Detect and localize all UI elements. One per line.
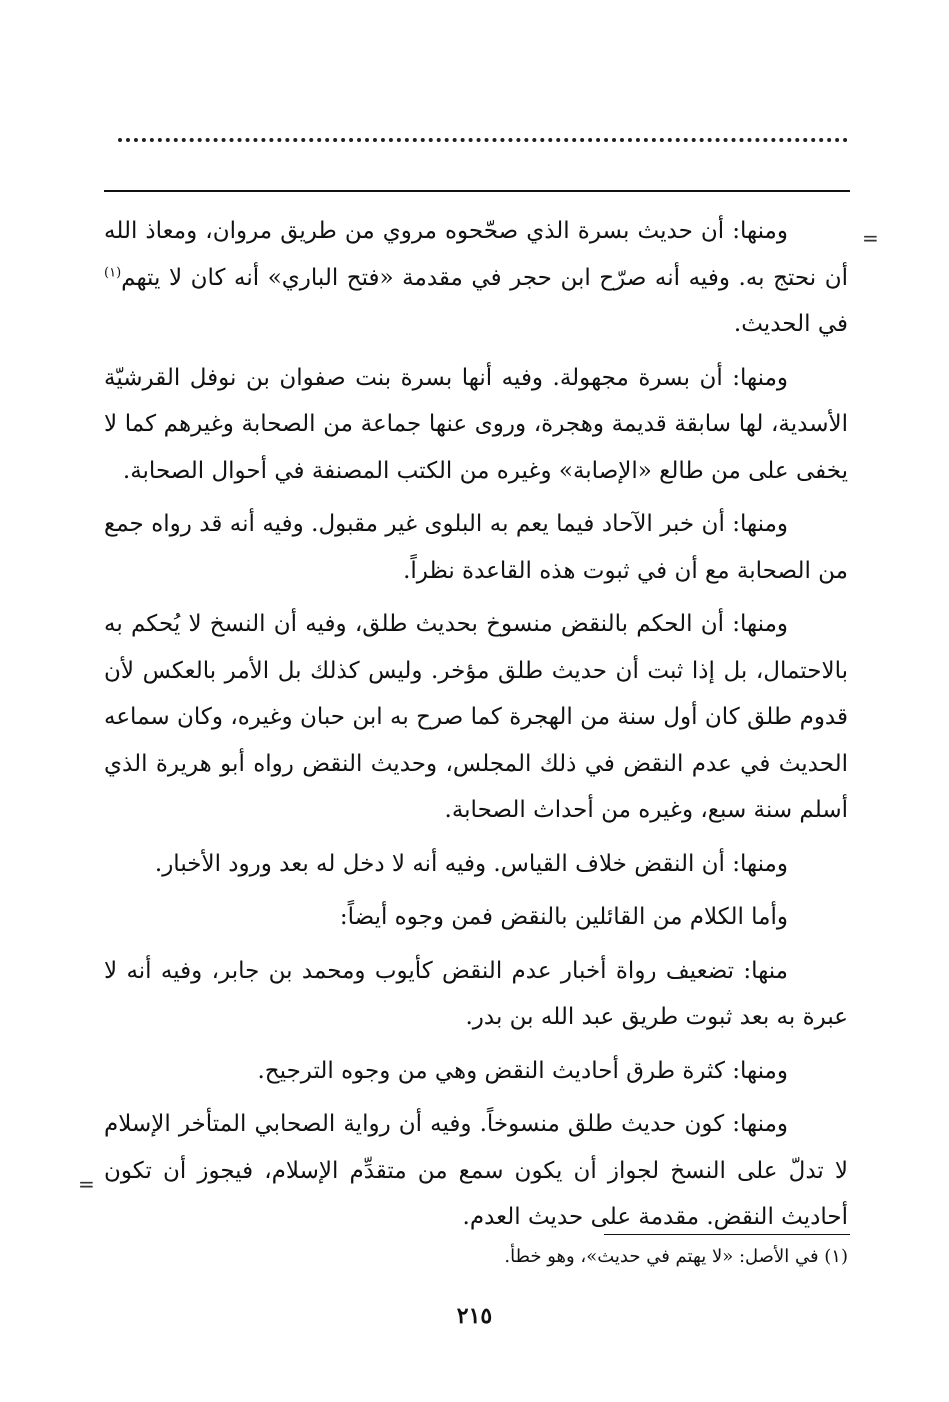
header-rule	[104, 190, 850, 192]
paragraph-5: ومنها: أن النقض خلاف القياس. وفيه أنه لا دخل له بعد ورود الأخبار.	[154, 850, 788, 877]
footnote-rule	[604, 1234, 850, 1235]
paragraph-7: منها: تضعيف رواة أخبار عدم النقض كأيوب ومحمد بن جابر، وفيه أنه لا عبرة به بعد ثبوت طريق عبد الله بن بدر.	[104, 957, 848, 1030]
page-number: ٢١٥	[456, 1303, 493, 1329]
main-text	[104, 208, 848, 1248]
paragraph-1-text: ومنها: أن حديث بسرة الذي صحّحوه مروي من طريق مروان، ومعاذ الله أن نحتج به. وفيه أنه صرّح ابن حجر في مقدمة «فتح الباري» أنه كان لا يتهم	[104, 218, 848, 291]
footnote: (١) في الأصل: «لا يهتم في حديث»، وهو خطأ.	[504, 1246, 848, 1267]
margin-mark-bottom: =	[78, 1172, 95, 1196]
paragraph-3: ومنها: أن خبر الآحاد فيما يعم به البلوى غير مقبول. وفيه أنه قد رواه جمع من الصحابة مع أن في ثبوت هذه القاعدة نظراً.	[104, 511, 848, 584]
paragraph-1-tail: في الحديث.	[733, 311, 848, 337]
paragraph-1	[104, 208, 848, 348]
paragraph-2: ومنها: أن بسرة مجهولة. وفيه أنها بسرة بنت صفوان بن نوفل القرشيّة الأسدية، لها سابقة قديمة وهجرة، وروى عنها جماعة من الصحابة وغيرهم كما لا يخفى على من طالع «الإصابة» وغيره من الكتب المصنفة في أحوال الصحابة.	[104, 364, 848, 484]
dotted-header-line	[118, 138, 848, 142]
footnote-marker: (١)	[104, 264, 122, 280]
paragraph-8: ومنها: كثرة طرق أحاديث النقض وهي من وجوه الترجيح.	[257, 1057, 788, 1084]
paragraph-4: ومنها: أن الحكم بالنقض منسوخ بحديث طلق، وفيه أن النسخ لا يُحكم به بالاحتمال، بل إذا ثبت أن حديث طلق مؤخر. وليس كذلك بل الأمر بالعكس لأن قدوم طلق كان أول سنة من الهجرة كما صرح به ابن حبان وغيره، وكان سماعه الحديث في عدم النقض في ذلك المجلس، وحديث النقض رواه أبو هريرة الذي أسلم سنة سبع، وغيره من أحداث الصحابة.	[104, 611, 848, 823]
paragraph-6: وأما الكلام من القائلين بالنقض فمن وجوه أيضاً:	[339, 904, 788, 930]
margin-mark-top: =	[862, 226, 879, 250]
paragraph-9: ومنها: كون حديث طلق منسوخاً. وفيه أن رواية الصحابي المتأخر الإسلام لا تدلّ على النسخ لجواز أن يكون سمع من متقدِّم الإسلام، فيجوز أن تكون أحاديث النقض. مقدمة على حديث العدم.	[104, 1111, 848, 1230]
